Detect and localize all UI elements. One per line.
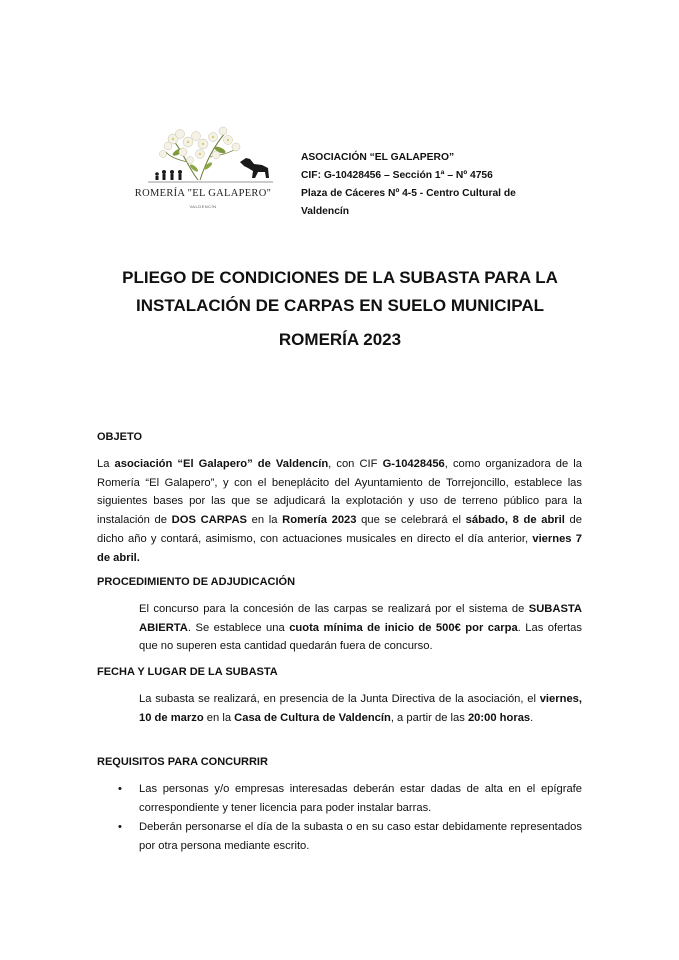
- section-heading-procedimiento: PROCEDIMIENTO DE ADJUDICACIÓN: [97, 576, 296, 588]
- bullet-icon: •: [118, 783, 122, 795]
- list-item: • Las personas y/o empresas interesadas deberán estar dadas de alta en el epígrafe correspondiente y tener licencia para poder instalar barras.: [139, 780, 582, 817]
- fecha-paragraph: La subasta se realizará, en presencia de la Junta Directiva de la asociación, el viernes, 10 de marzo en la Casa de Cultura de Valdencín, a partir de las 20:00 horas.: [139, 693, 582, 724]
- title-line-2: INSTALACIÓN DE CARPAS EN SUELO MUNICIPAL: [135, 296, 544, 315]
- event-title: ROMERÍA 2023: [278, 330, 402, 349]
- section-heading-fecha: FECHA Y LUGAR DE LA SUBASTA: [97, 666, 278, 678]
- association-logo: [128, 122, 278, 222]
- association-town: Valdencín: [301, 206, 350, 217]
- flower-horse-illustration: [128, 122, 278, 192]
- logo-subtext: VALDENCÍN: [189, 204, 217, 209]
- section-heading-requisitos: REQUISITOS PARA CONCURRIR: [97, 756, 268, 768]
- procedimiento-paragraph: El concurso para la concesión de las carpas se realizará por el sistema de SUBASTA ABIERTA. Se establece una cuota mínima de inicio de 500€ por carpa. Las ofertas que no superen esta cantidad quedarán fuera de concurso.: [139, 603, 582, 653]
- list-item: • Deberán personarse el día de la subasta o en su caso estar debidamente representados por otra persona mediante escrito.: [139, 818, 582, 855]
- association-cif: CIF: G-10428456 – Sección 1ª – Nº 4756: [301, 170, 493, 181]
- section-heading-objeto: OBJETO: [97, 431, 143, 443]
- logo-text: ROMERÍA "EL GALAPERO": [134, 188, 272, 199]
- association-name: ASOCIACIÓN “EL GALAPERO”: [301, 152, 455, 163]
- document-title: [60, 264, 620, 320]
- bullet-icon: •: [118, 821, 122, 833]
- association-address: Plaza de Cáceres Nº 4-5 - Centro Cultural de: [301, 188, 516, 199]
- objeto-paragraph: La asociación “El Galapero” de Valdencín, con CIF G-10428456, como organizadora de la Romería “El Galapero”, y con el beneplácito del Ayuntamiento de Torrejoncillo, establece las siguientes bases por las que se adjudicará la explotación y uso de terreno público para la instalación de DOS CARPAS en la Romería 2023 que se celebrará el sábado, 8 de abril de dicho año y contará, asimismo, con actuaciones musicales en directo el día anterior, viernes 7 de abril.: [97, 458, 583, 564]
- title-line-1: PLIEGO DE CONDICIONES DE LA SUBASTA PARA LA: [122, 268, 558, 287]
- association-header: [301, 149, 551, 221]
